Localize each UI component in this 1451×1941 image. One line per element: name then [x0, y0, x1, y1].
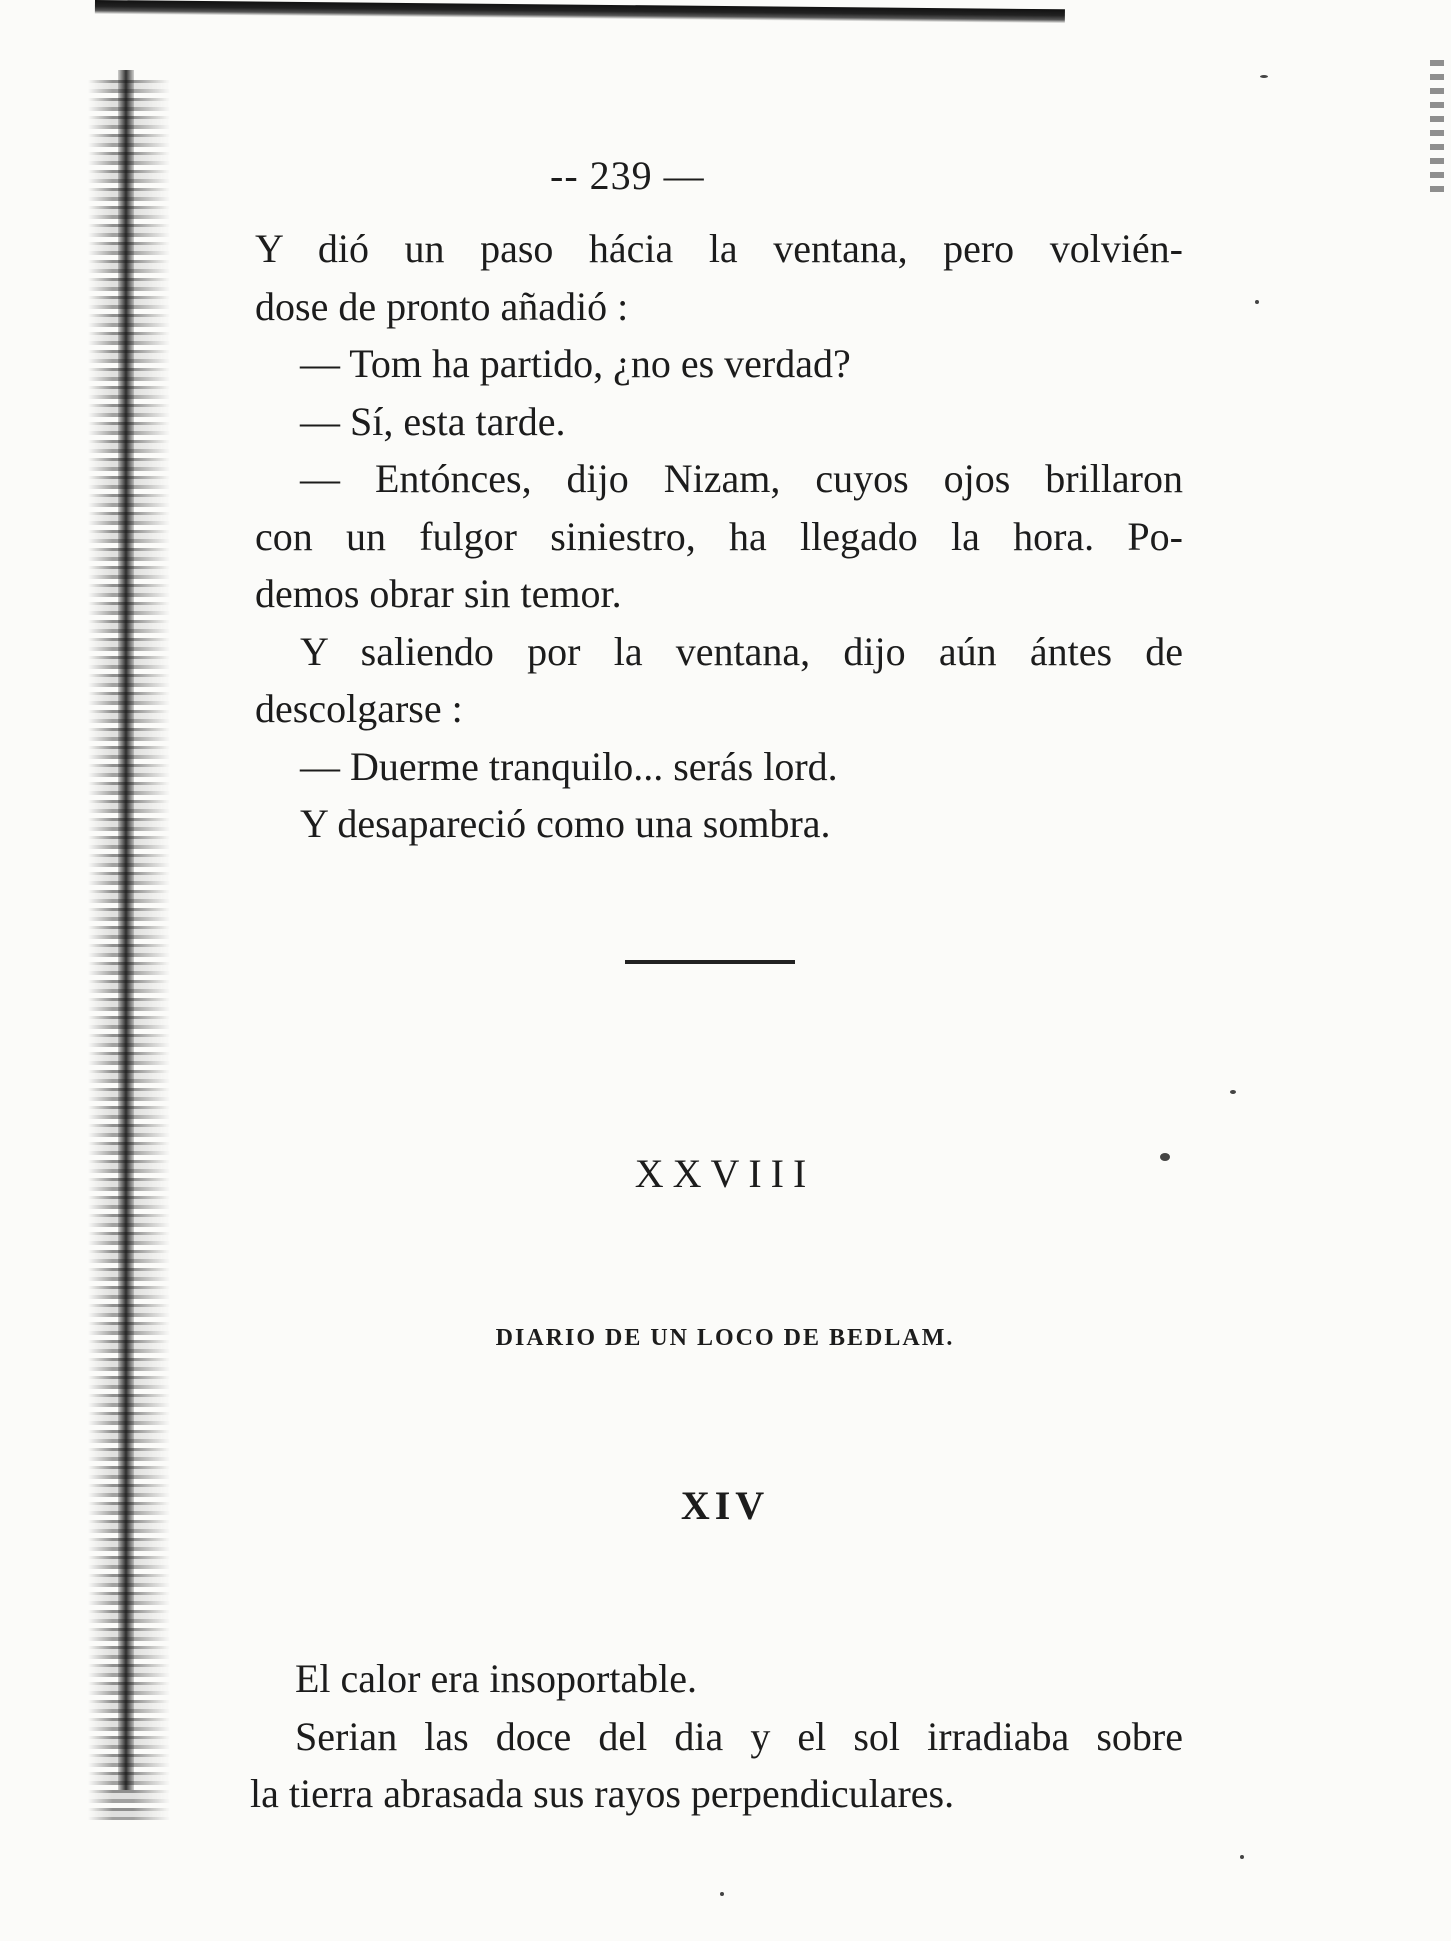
- body-text: [255, 220, 1183, 853]
- text-line: Serian las doce del dia y el sol irradiaba sobre: [295, 1713, 1183, 1759]
- section-number: XIV: [680, 1483, 770, 1528]
- text-line: — Sí, esta tarde.: [300, 398, 566, 444]
- text-line: Y saliendo por la ventana, dijo aún ántes de: [300, 628, 1183, 674]
- section-separator-rule: [625, 960, 795, 964]
- text-line: demos obrar sin temor.: [255, 571, 622, 616]
- text-line: — Tom ha partido, ¿no es verdad?: [300, 341, 851, 386]
- text-line: descolgarse :: [255, 686, 463, 731]
- text-line: — Entónces, dijo Nizam, cuyos ojos brillaron: [300, 456, 1183, 501]
- right-edge-scan-mark: [1430, 60, 1444, 200]
- text-line: Y desapareció como una sombra.: [300, 801, 831, 846]
- ink-speck: [1240, 1855, 1244, 1859]
- ink-speck: [1160, 1153, 1170, 1161]
- text-line: la tierra abrasada sus rayos perpendiculares.: [250, 1771, 955, 1816]
- ink-speck: [720, 1892, 724, 1896]
- chapter-number: XXVIII: [634, 1151, 816, 1196]
- text-line: dose de pronto añadió :: [255, 283, 629, 329]
- closing-text: [250, 1650, 1183, 1823]
- ink-speck: [1230, 1090, 1236, 1094]
- ink-speck: [1260, 75, 1268, 78]
- ink-speck: [1255, 300, 1259, 304]
- binding-spine-shadow: [118, 70, 134, 1790]
- text-line: con un fulgor siniestro, ha llegado la hora. Po-: [255, 513, 1183, 559]
- top-edge-shadow: [95, 0, 1065, 23]
- chapter-title: DIARIO DE UN LOCO DE BEDLAM.: [495, 1325, 955, 1351]
- text-line: — Duerme tranquilo... serás lord.: [300, 743, 838, 789]
- text-line: Y dió un paso hácia la ventana, pero volvién-: [255, 226, 1183, 271]
- page-number: -- 239 —: [550, 153, 705, 198]
- text-line: El calor era insoportable.: [295, 1656, 698, 1701]
